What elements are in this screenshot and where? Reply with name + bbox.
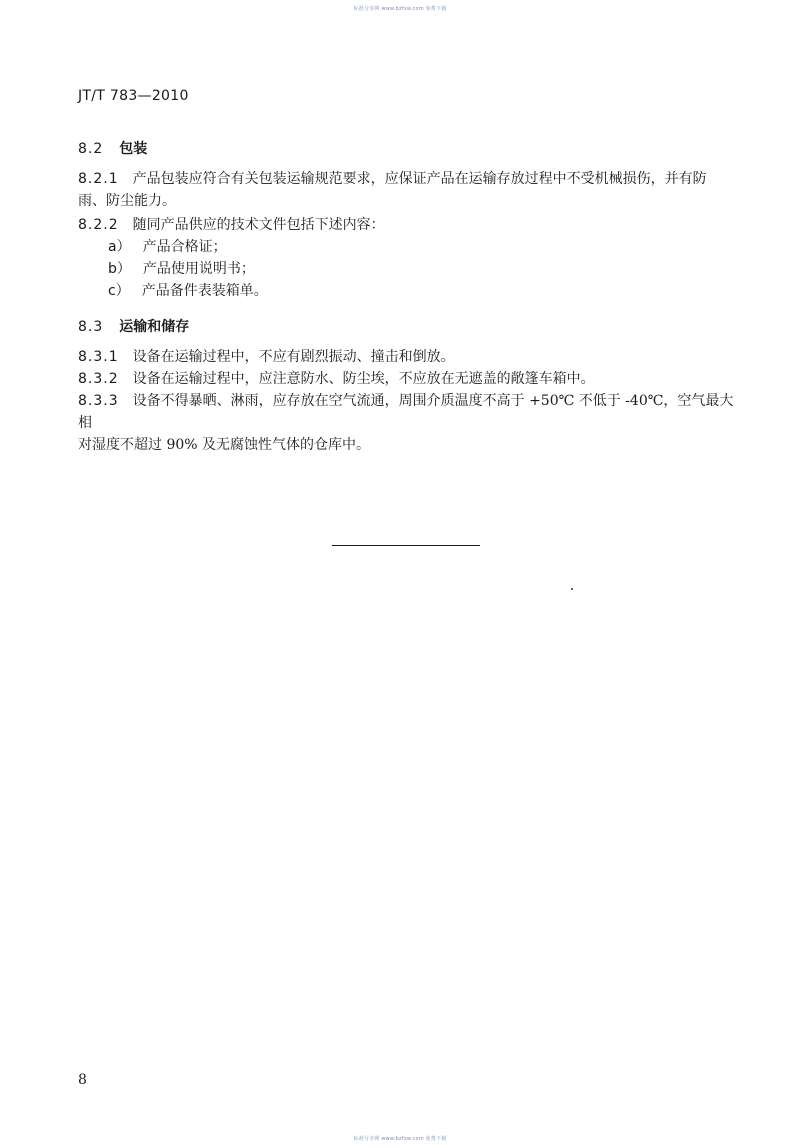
section-title: 运输和储存 <box>119 319 190 335</box>
clause-8-2-2 <box>78 214 738 236</box>
clause-text-line2: 对湿度不超过 90% 及无腐蚀性气体的仓库中。 <box>78 437 371 453</box>
clause-text: 设备在运输过程中，应注意防水、防尘埃，不应放在无遮盖的敞篷车箱中。 <box>132 371 595 387</box>
clause-text-line1: 产品包装应符合有关包装运输规范要求，应保证产品在运输存放过程中不受机械损伤，并有防 <box>132 171 707 187</box>
clause-number: 8.3.1 <box>78 349 119 365</box>
clause-number: 8.3.3 <box>78 393 119 409</box>
watermark-top: 标准分享网 www.bzfxw.com 免费下载 <box>353 6 447 12</box>
clause-8-3-2 <box>78 368 738 390</box>
standard-id: JT/T 783—2010 <box>78 88 189 104</box>
clause-8-2-1 <box>78 168 738 212</box>
list-marker: a） <box>108 239 131 255</box>
section-heading-8-2 <box>78 138 147 158</box>
section-title: 包装 <box>119 141 148 157</box>
clause-8-3-3 <box>78 390 738 456</box>
section-heading-8-3 <box>78 316 189 336</box>
scan-speck <box>571 588 573 590</box>
end-of-text-rule <box>332 545 480 546</box>
list-text: 产品使用说明书； <box>142 261 255 277</box>
list-marker: b） <box>108 261 131 277</box>
section-number: 8.2 <box>78 141 104 157</box>
list-marker: c） <box>108 283 130 299</box>
clause-text-line2: 雨、防尘能力。 <box>78 193 176 209</box>
watermark-bottom: 标准分享网 www.bzfxw.com 免费下载 <box>353 1136 447 1142</box>
list-item-a <box>108 236 227 258</box>
clause-text-line1: 设备不得暴晒、淋雨，应存放在空气流通，周围介质温度不高于 +50℃ 不低于 -40℃，空气最大相 <box>78 393 734 431</box>
list-text: 产品合格证； <box>142 239 227 255</box>
clause-number: 8.3.2 <box>78 371 119 387</box>
list-text: 产品备件表装箱单。 <box>141 283 268 299</box>
clause-8-3-1 <box>78 346 738 368</box>
list-item-b <box>108 258 255 280</box>
clause-number: 8.2.2 <box>78 217 119 233</box>
clause-number: 8.2.1 <box>78 171 119 187</box>
clause-text: 随同产品供应的技术文件包括下述内容： <box>132 217 385 233</box>
section-number: 8.3 <box>78 319 104 335</box>
clause-text: 设备在运输过程中，不应有剧烈振动、撞击和倒放。 <box>132 349 455 365</box>
list-item-c <box>108 280 268 302</box>
page-number: 8 <box>78 1072 87 1088</box>
